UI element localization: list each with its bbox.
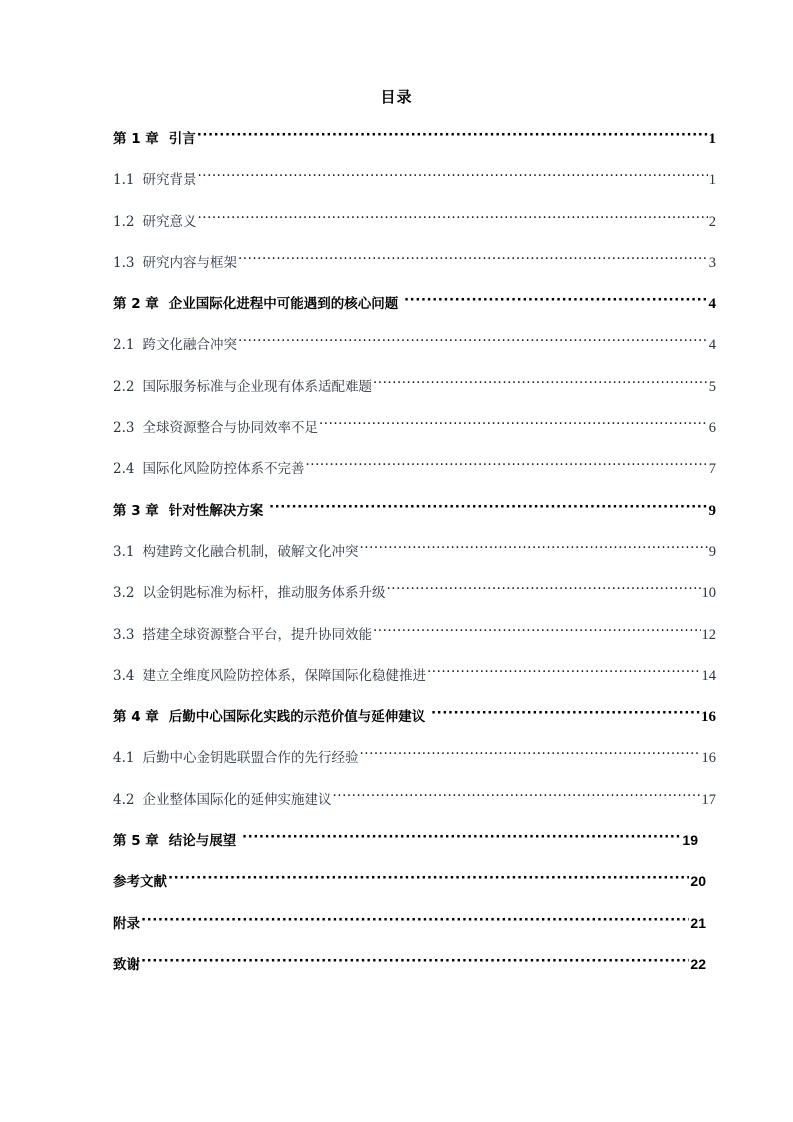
section-title: 跨文化融合冲突 (142, 337, 237, 354)
toc-title: 目录 (380, 88, 413, 106)
toc-entry-chapter-3[interactable] (113, 499, 716, 540)
page-number: 16 (701, 709, 716, 726)
table-of-contents (113, 127, 716, 994)
page-number: 10 (701, 585, 716, 602)
chapter-title: 后勤中心国际化实践的示范价值与延伸建议 (168, 709, 426, 726)
dot-leader (404, 295, 708, 309)
dot-leader (427, 666, 701, 680)
section-number: 4.2 (113, 791, 135, 808)
section-title: 全球资源整合与协同效率不足 (142, 420, 318, 437)
dot-leader (373, 377, 708, 391)
section-title: 构建跨文化融合机制，破解文化冲突 (142, 543, 359, 560)
dot-leader (431, 708, 700, 722)
dot-leader (319, 419, 708, 433)
page-number: 3 (708, 254, 716, 271)
page-number: 16 (701, 750, 716, 767)
chapter-number: 第 3 章 (113, 502, 159, 519)
dot-leader (168, 873, 689, 887)
section-title: 研究内容与框架 (142, 254, 237, 271)
toc-entry-section-2-1[interactable] (113, 333, 716, 374)
toc-entry-section-3-2[interactable] (113, 581, 716, 622)
dot-leader (269, 501, 708, 515)
toc-entry-section-2-3[interactable] (113, 416, 716, 457)
dot-leader (141, 914, 689, 928)
toc-entry-acknowledgements[interactable] (113, 953, 706, 994)
section-number: 2.1 (113, 337, 135, 354)
chapter-title: 结论与展望 (168, 833, 237, 850)
section-title: 企业整体国际化的延伸实施建议 (142, 791, 332, 808)
toc-entry-appendix[interactable] (113, 912, 706, 953)
page-number: 7 (708, 461, 716, 478)
dot-leader (238, 336, 708, 350)
section-title: 国际化风险防控体系不完善 (142, 461, 305, 478)
section-number: 1.3 (113, 254, 135, 271)
section-number: 3.3 (113, 626, 135, 643)
toc-entry-section-3-3[interactable] (113, 623, 716, 664)
section-title: 以金钥匙标准为标杆，推动服务体系升级 (142, 585, 386, 602)
section-number: 3.2 (113, 585, 135, 602)
toc-entry-section-1-1[interactable] (113, 168, 716, 209)
toc-entry-chapter-4[interactable] (113, 705, 716, 746)
page-number: 21 (690, 914, 706, 931)
section-number: 2.3 (113, 420, 135, 437)
toc-entry-section-2-2[interactable] (113, 375, 716, 416)
page-number: 6 (708, 420, 716, 437)
page-number: 9 (708, 502, 716, 519)
dot-leader (373, 625, 701, 639)
page-number: 20 (690, 873, 706, 890)
page-number: 22 (690, 955, 706, 972)
section-number: 3.1 (113, 543, 135, 560)
section-title: 研究意义 (142, 213, 197, 230)
references-title: 参考文献 (113, 874, 167, 891)
toc-entry-section-4-1[interactable] (113, 746, 716, 787)
appendix-title: 附录 (113, 915, 140, 932)
chapter-title: 企业国际化进程中可能遇到的核心问题 (168, 296, 399, 313)
chapter-number: 第 5 章 (113, 833, 159, 850)
section-title: 建立全维度风险防控体系，保障国际化稳健推进 (142, 667, 426, 684)
section-number: 1.1 (113, 172, 135, 189)
page-number: 1 (708, 131, 716, 147)
section-title: 研究背景 (142, 172, 197, 189)
toc-entry-section-2-4[interactable] (113, 457, 716, 498)
chapter-title: 针对性解决方案 (168, 502, 264, 519)
toc-entry-chapter-1[interactable] (113, 127, 716, 168)
page-number: 4 (708, 337, 716, 354)
toc-entry-section-1-3[interactable] (113, 251, 716, 292)
chapter-number: 第 4 章 (113, 709, 159, 726)
section-number: 1.2 (113, 213, 135, 230)
page-number: 19 (682, 832, 698, 849)
page-number: 17 (701, 791, 716, 808)
chapter-number: 第 1 章 (113, 131, 159, 147)
dot-leader (197, 130, 708, 144)
toc-entry-section-3-1[interactable] (113, 540, 716, 581)
toc-entry-section-4-2[interactable] (113, 788, 716, 829)
dot-leader (197, 171, 707, 185)
section-number: 3.4 (113, 667, 135, 684)
dot-leader (359, 542, 707, 556)
dot-leader (141, 955, 689, 969)
toc-entry-references[interactable] (113, 870, 706, 911)
dot-leader (359, 749, 700, 763)
dot-leader (197, 212, 707, 226)
section-title: 国际服务标准与企业现有体系适配难题 (142, 378, 372, 395)
page-number: 4 (708, 296, 716, 313)
section-number: 2.2 (113, 378, 135, 395)
dot-leader (332, 790, 700, 804)
chapter-title: 引言 (168, 131, 196, 147)
page-number: 2 (708, 213, 716, 230)
page-number: 1 (708, 172, 716, 189)
section-number: 4.1 (113, 750, 135, 767)
toc-entry-section-1-2[interactable] (113, 210, 716, 251)
toc-entry-chapter-5[interactable] (113, 829, 698, 870)
dot-leader (305, 460, 707, 474)
dot-leader (238, 253, 708, 267)
section-title: 后勤中心金钥匙联盟合作的先行经验 (142, 750, 359, 767)
section-number: 2.4 (113, 461, 135, 478)
page-number: 9 (708, 543, 716, 560)
toc-entry-section-3-4[interactable] (113, 664, 716, 705)
section-title: 搭建全球资源整合平台，提升协同效能 (142, 626, 372, 643)
page-number: 5 (708, 378, 716, 395)
chapter-number: 第 2 章 (113, 296, 159, 313)
page-number: 14 (701, 667, 716, 684)
dot-leader (386, 584, 700, 598)
acknowledgements-title: 致谢 (113, 956, 140, 973)
dot-leader (242, 832, 681, 846)
toc-entry-chapter-2[interactable] (113, 292, 716, 333)
page-number: 12 (701, 626, 716, 643)
